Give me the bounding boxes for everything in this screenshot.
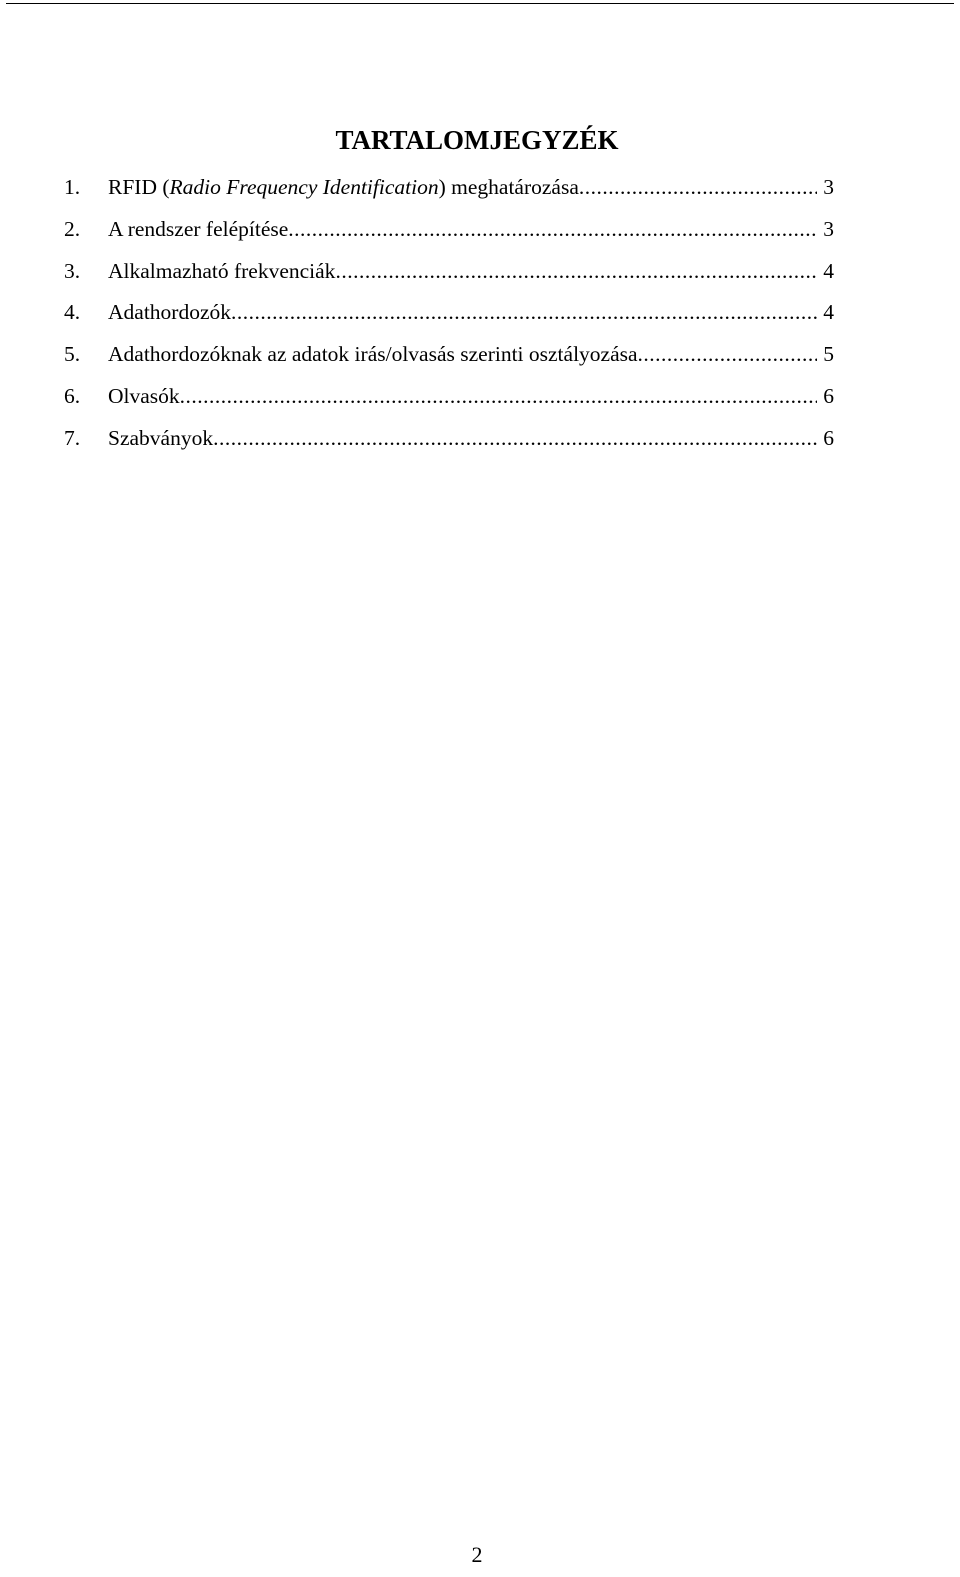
toc-entry-page: 3 [823, 216, 834, 241]
toc-entry-number: 7. [64, 425, 81, 450]
header-rule [6, 3, 954, 4]
dot-leader [231, 292, 817, 334]
toc-entry-1[interactable] [64, 167, 834, 209]
toc-entry-4[interactable] [64, 292, 834, 334]
toc-entry-number: 4. [64, 300, 81, 325]
toc-title: TARTALOMJEGYZÉK [335, 125, 619, 155]
toc-entry-page: 4 [823, 300, 834, 325]
toc-entry-number: 3. [64, 258, 81, 283]
table-of-contents [64, 167, 834, 460]
toc-entry-2[interactable] [64, 209, 834, 251]
toc-entry-text: RFID (Radio Frequency Identification) meghatározása [108, 175, 579, 199]
toc-entry-text: Adathordozóknak az adatok irás/olvasás szerinti osztályozása [108, 342, 638, 367]
toc-entry-text: Olvasók [108, 383, 180, 408]
toc-entry-5[interactable] [64, 334, 834, 376]
page-number: 2 [471, 1542, 483, 1567]
dot-leader [180, 376, 818, 418]
toc-entry-page: 4 [823, 258, 834, 283]
toc-entry-italic-text: Radio Frequency Identification [169, 175, 439, 199]
toc-entry-number: 6. [64, 383, 81, 408]
toc-entry-3[interactable] [64, 251, 834, 293]
toc-entry-number: 2. [64, 216, 81, 241]
toc-entry-text: Szabványok [108, 425, 214, 450]
dot-leader [579, 167, 817, 209]
toc-entry-page: 6 [823, 425, 834, 450]
dot-leader [638, 334, 818, 376]
dot-leader [335, 251, 817, 293]
toc-entry-text: Adathordozók [108, 300, 231, 325]
toc-entry-number: 1. [64, 175, 81, 199]
toc-entry-number: 5. [64, 342, 81, 367]
toc-entry-page: 6 [823, 383, 834, 408]
toc-entry-page: 5 [823, 342, 834, 367]
dot-leader [288, 209, 817, 251]
toc-entry-7[interactable] [64, 418, 834, 460]
toc-entry-page: 3 [823, 175, 834, 199]
toc-entry-text: A rendszer felépítése [108, 216, 289, 241]
toc-entry-text: Alkalmazható frekvenciák [108, 258, 336, 283]
dot-leader [213, 418, 817, 460]
toc-entry-6[interactable] [64, 376, 834, 418]
